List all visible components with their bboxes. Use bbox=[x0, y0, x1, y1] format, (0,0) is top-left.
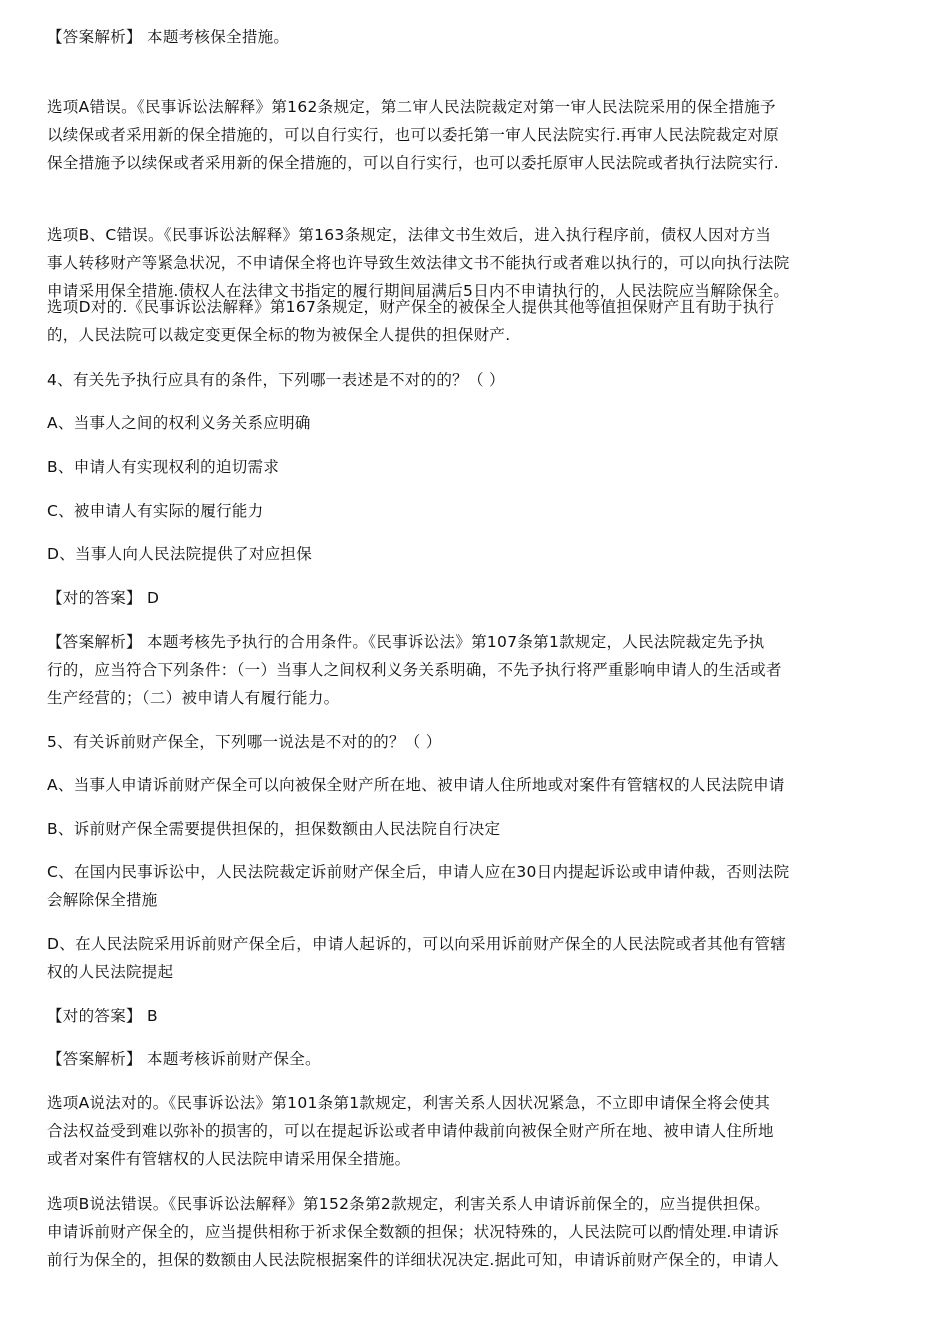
text-line: 选项B说法错误。《民事诉讼法解释》第152条第2款规定，利害关系人申请诉前保全的，应当提供担保。 bbox=[47, 1195, 771, 1213]
text-line: 行的，应当符合下列条件：（一）当事人之间权利义务关系明确，不先予执行将严重影响申请人的生活或者 bbox=[47, 661, 782, 679]
question-4 bbox=[47, 366, 905, 394]
text-line: B、申请人有实现权利的迫切需求 bbox=[47, 458, 280, 476]
text-line: 【对的答案】 B bbox=[47, 1007, 158, 1025]
text-line: 或者对案件有管辖权的人民法院申请采用保全措施。 bbox=[47, 1150, 411, 1168]
text-line: C、在国内民事诉讼中，人民法院裁定诉前财产保全后，申请人应在30日内提起诉讼或申请仲裁，否则法院 bbox=[47, 863, 790, 881]
analysis-4 bbox=[47, 628, 905, 712]
text-line: 【答案解析】 本题考核保全措施。 bbox=[47, 28, 290, 46]
text-line: D、在人民法院采用诉前财产保全后，申请人起诉的，可以向采用诉前财产保全的人民法院或者其他有管辖 bbox=[47, 935, 787, 953]
analysis-5-heading bbox=[47, 1045, 905, 1073]
analysis-heading-1 bbox=[47, 23, 905, 51]
text-line: D、当事人向人民法院提供了对应担保 bbox=[47, 545, 313, 563]
text-line: 的，人民法院可以裁定变更保全标的物为被保全人提供的担保财产. bbox=[47, 326, 511, 344]
question-4-option-d bbox=[47, 540, 905, 568]
text-line: 选项D对的.《民事诉讼法解释》第167条规定，财产保全的被保全人提供其他等值担保财产且有助于执行 bbox=[47, 298, 775, 316]
text-line: 保全措施予以续保或者采用新的保全措施的，可以自行实行，也可以委托原审人民法院或者执行法院实行. bbox=[47, 154, 780, 172]
text-line: 【答案解析】 本题考核诉前财产保全。 bbox=[47, 1050, 321, 1068]
question-4-option-c bbox=[47, 497, 905, 525]
text-line: 4、有关先予执行应具有的条件，下列哪一表述是不对的的？（ ） bbox=[47, 371, 505, 389]
analysis-5-option-a bbox=[47, 1089, 905, 1173]
text-line: C、被申请人有实际的履行能力 bbox=[47, 502, 264, 520]
paragraph-option-a bbox=[47, 93, 905, 177]
text-line: B、诉前财产保全需要提供担保的，担保数额由人民法院自行决定 bbox=[47, 820, 501, 838]
text-line: 合法权益受到难以弥补的损害的，可以在提起诉讼或者申请仲裁前向被保全财产所在地、被申请人住所地 bbox=[47, 1122, 774, 1140]
text-line: 选项A错误。《民事诉讼法解释》第162条规定，第二审人民法院裁定对第一审人民法院采用的保全措施予 bbox=[47, 98, 776, 116]
text-line: 【答案解析】 本题考核先予执行的合用条件。《民事诉讼法》第107条第1款规定，人民法院裁定先予执 bbox=[47, 633, 765, 651]
analysis-5-option-b bbox=[47, 1190, 905, 1274]
text-line: 选项B、C错误。《民事诉讼法解释》第163条规定，法律文书生效后，进入执行程序前，债权人因对方当 bbox=[47, 226, 772, 244]
text-line: 前行为保全的，担保的数额由人民法院根据案件的详细状况决定.据此可知，申请诉前财产保全的，申请人 bbox=[47, 1251, 780, 1269]
text-line: 以续保或者采用新的保全措施的，可以自行实行，也可以委托第一审人民法院实行.再审人民法院裁定对原 bbox=[47, 126, 780, 144]
text-line: 会解除保全措施 bbox=[47, 891, 158, 909]
text-line: A、当事人申请诉前财产保全可以向被保全财产所在地、被申请人住所地或对案件有管辖权的人民法院申请 bbox=[47, 776, 785, 794]
question-5-option-d bbox=[47, 930, 905, 986]
text-line: 【对的答案】 D bbox=[47, 589, 160, 607]
question-5-option-c bbox=[47, 858, 905, 914]
paragraph-option-d bbox=[47, 293, 905, 349]
text-line: 权的人民法院提起 bbox=[47, 963, 174, 981]
text-line: 事人转移财产等紧急状况，不申请保全将也许导致生效法律文书不能执行或者难以执行的，可以向执行法院 bbox=[47, 254, 790, 272]
text-line: 生产经营的；（二）被申请人有履行能力。 bbox=[47, 689, 340, 707]
text-line: A、当事人之间的权利义务关系应明确 bbox=[47, 414, 311, 432]
question-4-option-b bbox=[47, 453, 905, 481]
text-line: 申请采用保全措施.债权人在法律文书指定的履行期间届满后5日内不申请执行的，人民法院应当解除保全。 bbox=[47, 282, 790, 300]
answer-4 bbox=[47, 584, 905, 612]
question-4-option-a bbox=[47, 409, 905, 437]
text-line: 申请诉前财产保全的，应当提供相称于祈求保全数额的担保；状况特殊的，人民法院可以酌情处理.申请诉 bbox=[47, 1223, 780, 1241]
text-line: 5、有关诉前财产保全，下列哪一说法是不对的的？（ ） bbox=[47, 733, 442, 751]
question-5-option-b bbox=[47, 815, 905, 843]
answer-5 bbox=[47, 1002, 905, 1030]
text-line: 选项A说法对的。《民事诉讼法》第101条第1款规定，利害关系人因状况紧急，不立即申请保全将会使其 bbox=[47, 1094, 771, 1112]
question-5-option-a bbox=[47, 771, 905, 799]
question-5 bbox=[47, 728, 905, 756]
